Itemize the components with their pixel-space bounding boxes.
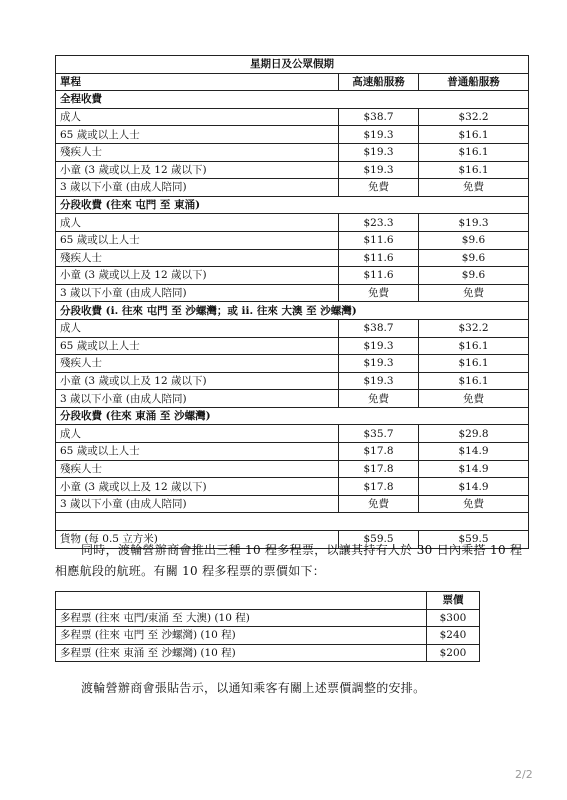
ticket-price: $300 [427,609,480,627]
cargo-label: 貨物 (每 0.5 立方米) [56,531,339,549]
fast-ferry-fare: $11.6 [339,267,419,285]
fast-ferry-fare: $19.3 [339,126,419,144]
fare-title-row [56,56,529,74]
passenger-type: 3 歲以下小童 (由成人陪同) [56,179,339,197]
passenger-type: 殘疾人士 [56,460,339,478]
passenger-type: 65 歲或以上人士 [56,231,339,249]
fast-ferry-fare: $11.6 [339,231,419,249]
fare-table-title: 星期日及公眾假期 [56,56,529,74]
ordinary-ferry-fare: $14.9 [419,460,529,478]
fare-table-body [56,56,529,549]
section-heading-row [56,196,529,214]
cargo-fast-fare: $59.5 [339,531,419,549]
ordinary-ferry-fare: $16.1 [419,126,529,144]
table-row [56,319,529,337]
table-row [56,627,480,645]
blank-row [56,513,529,531]
fast-ferry-fare: $17.8 [339,478,419,496]
ticket-price: $200 [427,644,480,662]
header-fast-ferry: 高速船服務 [339,73,419,91]
ticket-type: 多程票 (往來 屯門 至 沙螺灣) (10 程) [56,627,427,645]
multi-ride-header-price: 票價 [427,592,480,610]
passenger-type: 65 歲或以上人士 [56,126,339,144]
multi-ride-intro-paragraph: 同時，渡輪營辦商會推出三種 10 程多程票，以讓其持有人於 30 日內乘搭 10 程相應航段的航班。有關 10 程多程票的票價如下： [55,543,523,578]
table-row [56,214,529,232]
table-row [56,609,480,627]
section-heading: 全程收費 [56,91,529,109]
table-row [56,425,529,443]
multi-ride-header-row [56,592,480,610]
table-row [56,249,529,267]
passenger-type: 小童 (3 歲或以上及 12 歲以下) [56,478,339,496]
ordinary-ferry-fare: $9.6 [419,249,529,267]
table-row [56,179,529,197]
ordinary-ferry-fare: 免費 [419,284,529,302]
passenger-type: 殘疾人士 [56,249,339,267]
table-row [56,372,529,390]
table-row [56,495,529,513]
fast-ferry-fare: 免費 [339,284,419,302]
ordinary-ferry-fare: 免費 [419,390,529,408]
ticket-price: $240 [427,627,480,645]
ordinary-ferry-fare: $32.2 [419,319,529,337]
notice-paragraph: 渡輪營辦商會張貼告示，以通知乘客有關上述票價調整的安排。 [81,681,426,695]
fast-ferry-fare: 免費 [339,390,419,408]
passenger-type: 3 歲以下小童 (由成人陪同) [56,495,339,513]
ordinary-ferry-fare: $32.2 [419,108,529,126]
section-heading: 分段收費 (i. 往來 屯門 至 沙螺灣；或 ii. 往來 大澳 至 沙螺灣) [56,302,529,320]
multi-ride-ticket-table [55,591,480,662]
fast-ferry-fare: $19.3 [339,161,419,179]
fast-ferry-fare: $19.3 [339,355,419,373]
ordinary-ferry-fare: 免費 [419,179,529,197]
fast-ferry-fare: $17.8 [339,460,419,478]
passenger-type: 3 歲以下小童 (由成人陪同) [56,284,339,302]
ordinary-ferry-fare: $16.1 [419,161,529,179]
header-route: 單程 [56,73,339,91]
multi-ride-table-body [56,592,480,662]
fast-ferry-fare: $38.7 [339,108,419,126]
ticket-type: 多程票 (往來 東涌 至 沙螺灣) (10 程) [56,644,427,662]
table-row [56,284,529,302]
passenger-type: 殘疾人士 [56,355,339,373]
fast-ferry-fare: $35.7 [339,425,419,443]
passenger-type: 成人 [56,214,339,232]
passenger-type: 3 歲以下小童 (由成人陪同) [56,390,339,408]
table-row [56,337,529,355]
table-row [56,267,529,285]
fast-ferry-fare: $11.6 [339,249,419,267]
fare-header-row [56,73,529,91]
section-heading: 分段收費 (往來 屯門 至 東涌) [56,196,529,214]
table-row [56,460,529,478]
cargo-ordinary-fare: $59.5 [419,531,529,549]
ticket-type: 多程票 (往來 屯門/東涌 至 大澳) (10 程) [56,609,427,627]
fast-ferry-fare: $23.3 [339,214,419,232]
section-heading-row [56,91,529,109]
table-row [56,161,529,179]
fare-table [55,55,529,549]
ordinary-ferry-fare: $9.6 [419,231,529,249]
ordinary-ferry-fare: $16.1 [419,372,529,390]
passenger-type: 殘疾人士 [56,143,339,161]
passenger-type: 小童 (3 歲或以上及 12 歲以下) [56,161,339,179]
ordinary-ferry-fare: $29.8 [419,425,529,443]
header-ordinary-ferry: 普通船服務 [419,73,529,91]
passenger-type: 成人 [56,319,339,337]
ordinary-ferry-fare: $9.6 [419,267,529,285]
fast-ferry-fare: $17.8 [339,443,419,461]
blank-cell [56,513,529,531]
table-row [56,108,529,126]
ordinary-ferry-fare: $16.1 [419,337,529,355]
table-row [56,143,529,161]
ordinary-ferry-fare: $16.1 [419,355,529,373]
table-row [56,126,529,144]
table-row [56,231,529,249]
table-row [56,644,480,662]
ordinary-ferry-fare: $19.3 [419,214,529,232]
table-row [56,355,529,373]
fast-ferry-fare: 免費 [339,179,419,197]
table-row [56,443,529,461]
fast-ferry-fare: $19.3 [339,337,419,355]
passenger-type: 65 歲或以上人士 [56,443,339,461]
passenger-type: 成人 [56,425,339,443]
passenger-type: 成人 [56,108,339,126]
passenger-type: 65 歲或以上人士 [56,337,339,355]
fast-ferry-fare: $38.7 [339,319,419,337]
page-number: 2/2 [515,768,533,781]
multi-ride-header-blank [56,592,427,610]
ordinary-ferry-fare: $14.9 [419,443,529,461]
section-heading-row [56,302,529,320]
section-heading: 分段收費 (往來 東涌 至 沙螺灣) [56,407,529,425]
ordinary-ferry-fare: $14.9 [419,478,529,496]
passenger-type: 小童 (3 歲或以上及 12 歲以下) [56,267,339,285]
section-heading-row [56,407,529,425]
ordinary-ferry-fare: 免費 [419,495,529,513]
table-row [56,390,529,408]
fast-ferry-fare: $19.3 [339,143,419,161]
passenger-type: 小童 (3 歲或以上及 12 歲以下) [56,372,339,390]
table-row [56,478,529,496]
ordinary-ferry-fare: $16.1 [419,143,529,161]
fast-ferry-fare: 免費 [339,495,419,513]
fast-ferry-fare: $19.3 [339,372,419,390]
